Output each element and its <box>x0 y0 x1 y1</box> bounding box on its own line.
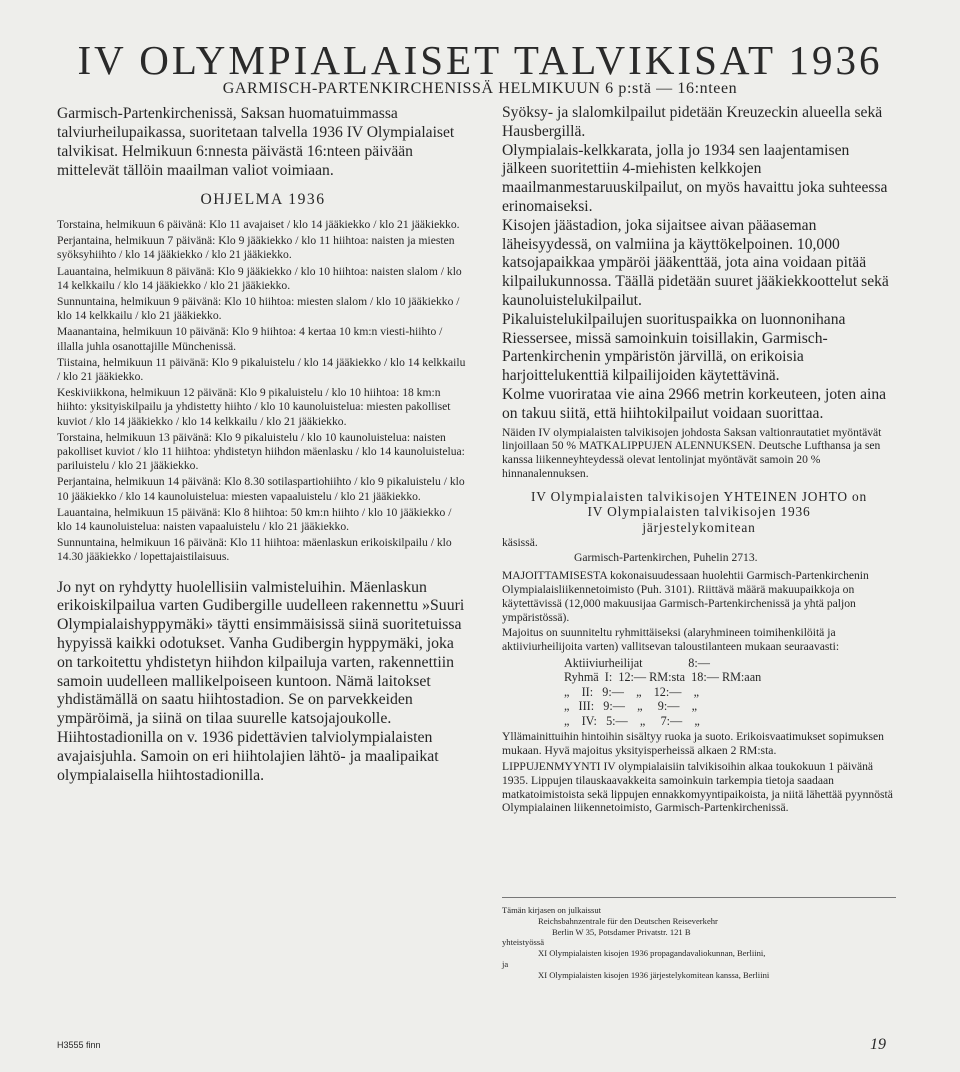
footnote-line: Berlin W 35, Potsdamer Privatstr. 121 B <box>552 926 691 937</box>
organizer-line: IV Olympialaisten talvikisojen YHTEINEN JOHTO on <box>530 488 868 504</box>
right-column <box>502 104 896 815</box>
price-table <box>564 656 896 729</box>
program-day: Sunnuntaina, helmikuun 9 päivänä: Klo 10 hiihtoa: miesten slalom / klo 10 jääkiekko / klo 14 kelkkailu / klo 21 jääkiekko. <box>57 295 460 323</box>
program-day: Perjantaina, helmikuun 7 päivänä: Klo 9 jääkiekko / klo 11 hiihtoa: naisten ja miesten syöksyhiihto / klo 14 jääkiekko / klo 21 jääkiekko. <box>57 234 455 262</box>
intro-paragraph: Garmisch-Partenkirchenissä, Saksan huomatuimmassa talviurheilupaikassa, suoritetaan talvella 1936 IV Olympialaiset talvikisat. Helmikuun 6:nnesta päivästä 16:nteen päivään mittelevät tällöin maailman valiot voimiaan. <box>57 105 455 179</box>
accommodation-groups-paragraph: Majoitus on suunniteltu ryhmittäiseksi (alaryhmineen toimihenkilöitä ja aktiiviurheilijoita varten) vallitsevan taloustilanteen mukaan seuraavasti: <box>502 626 840 654</box>
price-row: „ IV: 5:— „ 7:— „ <box>564 713 700 728</box>
program-day: Torstaina, helmikuun 6 päivänä: Klo 11 avajaiset / klo 14 jääkiekko / klo 21 jääkiekko. <box>57 218 460 231</box>
organizer-block <box>502 489 896 536</box>
page-subtitle: GARMISCH-PARTENKIRCHENISSÄ HELMIKUUN 6 p:stä — 16:nteen <box>222 80 738 97</box>
railway-paragraph: Näiden IV olympialaisten talvikisojen johdosta Saksan valtionrautatiet myöntävät linjoillaan 50 % MATKALIPPUJEN ALENNUKSEN. Deutsche Lufthansa ja sen kanssa liikenneyhteydessä olevat lentolinjat myöntävät samoin 20 % hinnanalennuksen. <box>502 425 882 480</box>
program-list <box>57 218 469 565</box>
price-row: Ryhmä I: 12:— RM:sta 18:— RM:aan <box>564 670 762 685</box>
program-heading: OHJELMA 1936 <box>200 191 326 208</box>
footnote-divider <box>502 897 896 898</box>
program-day: Lauantaina, helmikuun 8 päivänä: Klo 9 jääkiekko / klo 10 hiihtoa: naisten slalom / klo 14 kelkkailu / klo 14 jääkiekko / klo 21 jääkiekko. <box>57 264 462 292</box>
print-code: H3555 finn <box>57 1040 101 1050</box>
venue-paragraph: Kolme vuorirataa vie aina 2966 metrin korkeuteen, joten aina on takuu siitä, että hiihtokilpailut voidaan suorittaa. <box>502 385 887 422</box>
footnote-line: yhteistyössä <box>502 937 545 948</box>
program-day: Keskiviikkona, helmikuun 12 päivänä: Klo 9 pikaluistelu / klo 10 hiihtoa: 18 km:n hiihto: yksityiskilpailu ja yhdistetty hiihto / klo 10 kaunoluistelua: miesten pakolliset kuviot / klo 14 jääkiekko / klo 14 kelkkailu / klo 21 jääkiekko. <box>57 386 451 428</box>
price-row: „ II: 9:— „ 12:— „ <box>564 684 700 699</box>
price-row: „ III: 9:— „ 9:— „ <box>564 699 698 714</box>
program-day: Torstaina, helmikuun 13 päivänä: Klo 9 pikaluistelu / klo 10 kaunoluistelua: naisten pakolliset kuviot / klo 11 hiihtoa: yhdistetyn hiihdon mäenlasku / klo 14 kaunoluistelua: pariluistelu / klo 21 jääkiekko. <box>57 430 465 473</box>
footnote-line: Tämän kirjasen on julkaissut <box>502 905 602 915</box>
program-day: Maanantaina, helmikuun 10 päivänä: Klo 9 hiihtoa: 4 kertaa 10 km:n viesti-hiihto / illalla juhla osanottajille Münchenissä. <box>57 325 443 353</box>
program-day: Lauantaina, helmikuun 15 päivänä: Klo 8 hiihtoa: 50 km:n hiihto / klo 10 jääkiekko / klo 14 kaunoluistelua: naisten vapaaluistelu / klo 21 jääkiekko. <box>57 505 452 534</box>
program-day: Sunnuntaina, helmikuun 16 päivänä: Klo 11 hiihtoa: mäenlaskun erikoiskilpailu / klo 14.30 jääkiekko / lopettajaistilaisuus. <box>57 536 452 564</box>
venue-paragraph: Pikaluistelukilpailujen suorituspaikka on luonnonihana Riessersee, missä samoinkuin toisillakin, Garmisch-Partenkirchenin ympäristön järvillä, on erikoisia harjoittelukenttiä kilpailijoiden käytettävinä. <box>502 310 846 385</box>
footnote-line: ja <box>502 958 509 969</box>
accommodation-paragraph: MAJOITTAMISESTA kokonaisuudessaan huolehtii Garmisch-Partenkirchenin Olympialaisliikennetoimisto (Puh. 3101). Riittävä määrä makuupaikkoja on käytettävissä (12,000 makuusijaa Garmisch-Partenkirchenissä ja yhtä paljon ympäristössä). <box>502 569 869 624</box>
organizer-line: järjestelykomitean <box>642 519 756 535</box>
closing-paragraph: Jo nyt on ryhdytty huolellisiin valmisteluihin. Mäenlaskun erikoiskilpailua varten Gudibergille uudelleen rakennettu »Suuri Olympialaishyppymäki» täytti ensimmäisissä siinä suoritetuissa hypyissä kaikki odotukset. Vanha Gudibergin hyppymäki, joka on tarkoitettu yhdistetyn hiihdon kilpailuja varten, rakennettiin samoin uudelleen mallikelpoiseen kuntoon. Nämä laitokset yhdistämällä on saatu hiihtostadion. Se on parvekkeiden ympäröimä, ja siinä on tilaa suurelle katsojajoukolle. Hiihtostadionilla on v. 1936 pidettävien talviolympialaisten avajaisjuhla. Samoin on eri hiihtolajien lähtö- ja maalipaikat olympialaisella hiihtostadionilla. <box>57 578 465 784</box>
venue-paragraph: Kisojen jäästadion, joka sijaitsee aivan pääaseman läheisyydessä, on valmiina ja käyttökelpoinen. 10,000 katsojapaikkaa ympäröi jääkenttää, jota aina voidaan pitää kilpailukunnossa. Täällä pidetään suuret jääkiekkoottelut sekä kaunoluistelukilpailut. <box>502 216 889 309</box>
publisher-footnote <box>502 905 896 981</box>
left-column <box>57 104 469 785</box>
program-day: Tiistaina, helmikuun 11 päivänä: Klo 9 pikaluistelu / klo 14 jääkiekko / klo 14 kelkkailu / klo 21 jääkiekko. <box>57 355 466 384</box>
organizer-line: IV Olympialaisten talvikisojen 1936 <box>587 504 811 520</box>
venue-paragraph: Olympialais-kelkkarata, jolla jo 1934 sen laajentamisen jälkeen suoritettiin 4-miehisten kelkkojen maailmanmestaruuskilpailut, on myös havaittu joka suhteessa erinomaiseksi. <box>502 141 888 215</box>
venue-paragraph: Syöksy- ja slalomkilpailut pidetään Kreuzeckin alueella sekä Hausbergillä. <box>502 104 883 140</box>
ticket-sales-paragraph: LIPPUJENMYYNTI IV olympialaisiin talvikisoihin alkaa toukokuun 1 päivänä 1935. Lippujen tilauskaavakkeita samoinkuin tarkempia tietoja saadaan matkatoimistoista sekä lippujen ennakkomyyntipaikoista, ja niitä lähettää pyynnöstä Olympialainen liikennetoimisto, Garmisch-Partenkirchenissä. <box>502 759 893 815</box>
address-line: Garmisch-Partenkirchen, Puhelin 2713. <box>574 551 758 565</box>
price-row: Aktiiviurheilijat 8:— <box>564 655 710 670</box>
price-note: Yllämainittuihin hintoihin sisältyy ruoka ja suoto. Erikoisvaatimukset sopimuksen mukaan. Hyvä majoitus yksityisperheissä alkaen 2 RM:sta. <box>502 730 884 758</box>
page-number: 19 <box>870 1036 886 1053</box>
footnote-line: XI Olympialaisten kisojen 1936 propagandavaliokunnan, Berliini, <box>538 948 766 959</box>
program-day: Perjantaina, helmikuun 14 päivänä: Klo 8.30 sotilaspartiohiihto / klo 9 pikaluistelu / klo 10 jääkiekko / klo 14 kaunoluistelua: miesten vapaaluistelu / klo 21 jääkiekko. <box>57 475 465 503</box>
page-title: IV OLYMPIALAISET TALVIKISAT 1936 <box>77 37 883 83</box>
footnote-line: Reichsbahnzentrale für den Deutschen Reiseverkehr <box>538 915 718 926</box>
footnote-line: XI Olympialaisten kisojen 1936 järjestelykomitean kanssa, Berliini <box>538 969 770 980</box>
organizer-closing: käsissä. <box>502 535 538 549</box>
